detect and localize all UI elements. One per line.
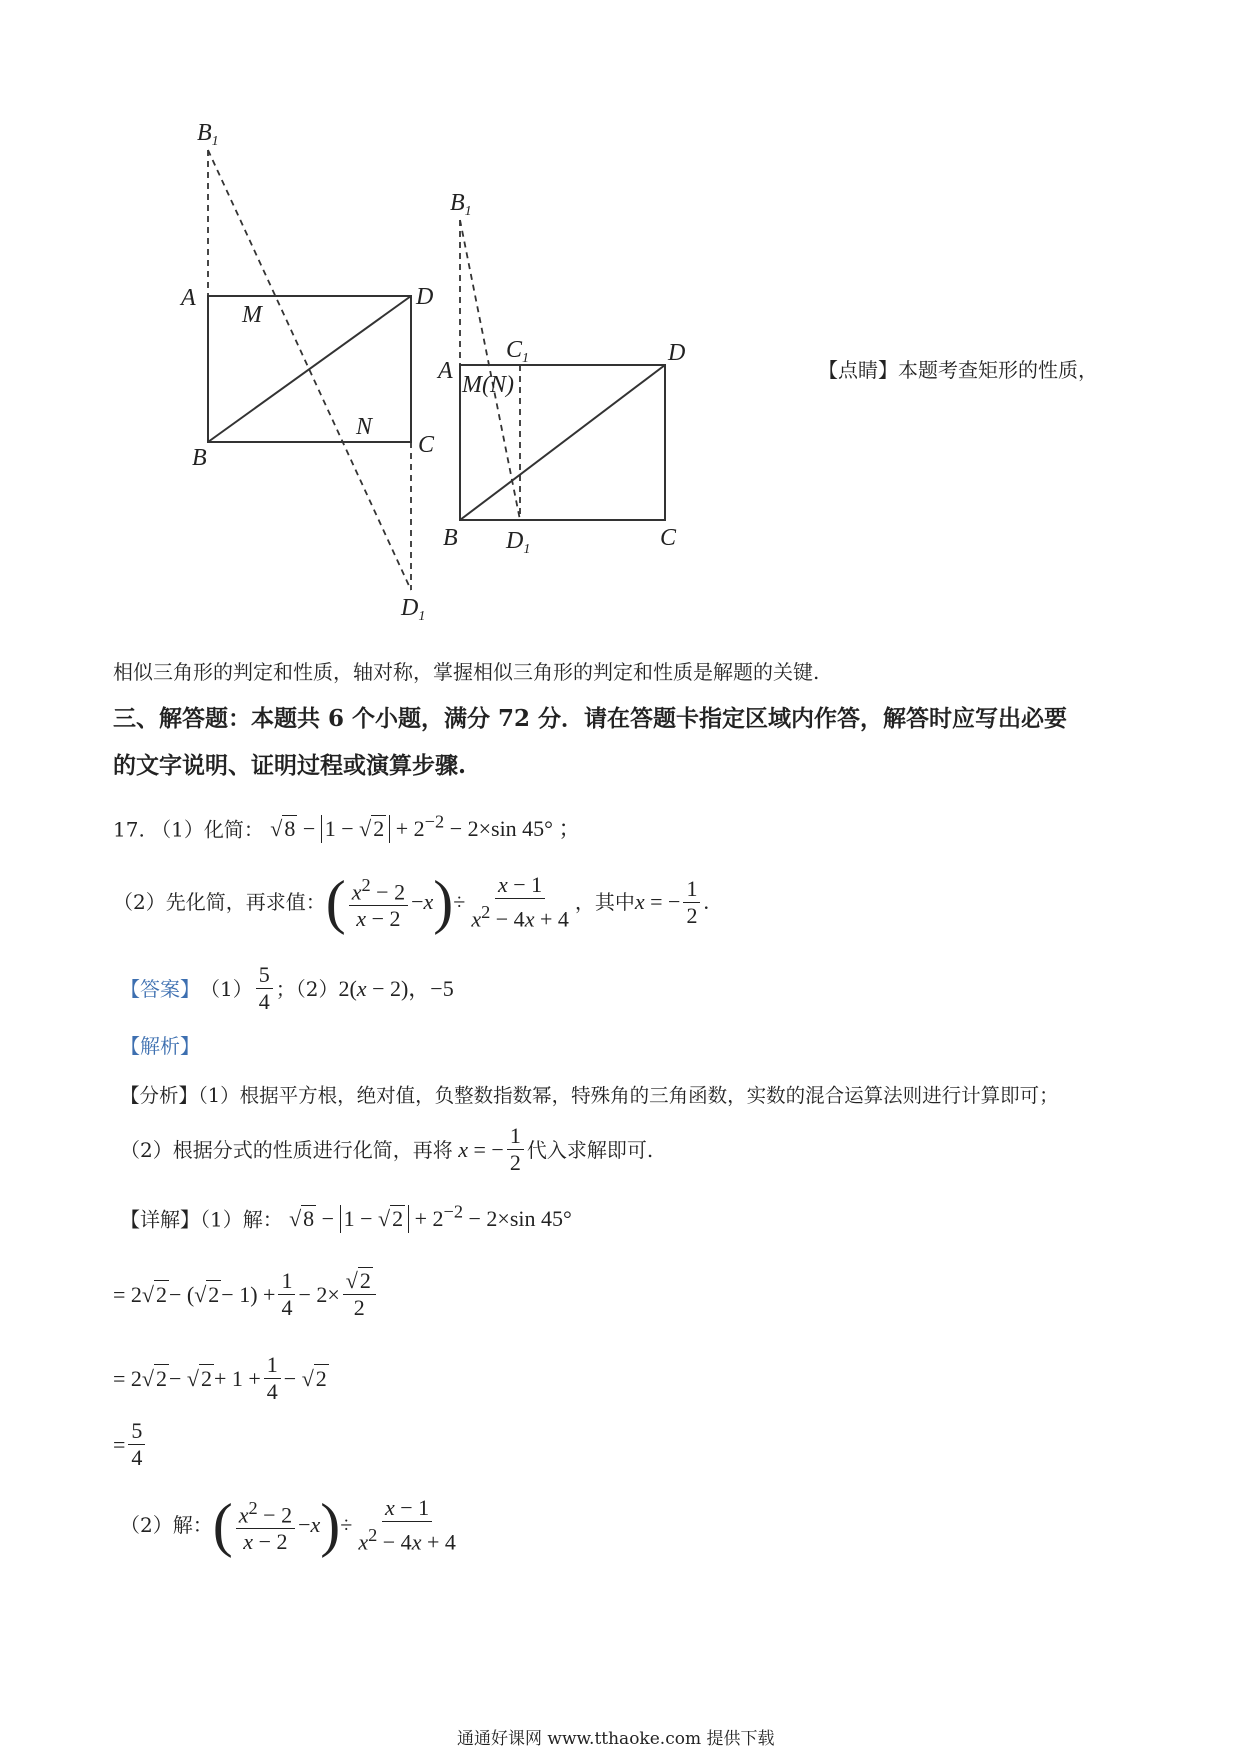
q17-part2-expression: ( $\frac{x^2 - 2}{x - 2}$ − x ) ÷ $\frac{x - 1}{x^2 - 4x + 4}$	[325, 869, 569, 936]
detail-p1: （1）解：	[200, 1207, 283, 1232]
dashed-b1d1-left	[208, 150, 411, 590]
detail-part2	[120, 1492, 462, 1559]
jiexi-label: 【解析】	[120, 1034, 200, 1058]
dianjing-text: 本题考查矩形的性质，	[898, 358, 1098, 382]
label-b-right: B	[443, 525, 458, 551]
answer-tail: ，−5	[408, 975, 454, 1001]
left-rectangle-figure	[179, 120, 435, 624]
label-n-left: N	[356, 414, 373, 440]
q17-part2-x-value: x = − $\frac{1}{2}$ .	[634, 875, 709, 928]
label-d-left: D	[416, 284, 434, 310]
detail-p1-expression: $√8 - 1 - √2 + 2^{-2} - 2\times\sin$ 45°	[289, 1202, 572, 1232]
answer-p2: ；（2）	[275, 976, 339, 1001]
dianjing-line	[818, 356, 1098, 384]
label-d1-right: $D_1$	[506, 528, 531, 557]
dianjing-continued: 相似三角形的判定和性质，轴对称，掌握相似三角形的判定和性质是解题的关键.	[113, 660, 820, 684]
detail-step2: = 2√ 2 − √ 2 + 1 + $\frac{1}{4}$ − √ 2	[113, 1352, 327, 1404]
dashed-b1d1-right	[460, 220, 520, 520]
q17-number: 17.	[113, 817, 145, 842]
answer-label: 【答案】	[120, 976, 200, 1001]
label-c-right: C	[660, 525, 677, 551]
q17-part2	[113, 869, 709, 936]
detail-p2: （2）解：	[120, 1513, 213, 1538]
q17-part1-label: （1）化简：	[151, 817, 264, 842]
answer-p2-value: 2(x − 2)	[338, 975, 409, 1001]
label-d1-left: $D_1$	[401, 595, 426, 624]
detail-step3: = $\frac{5}{4}$	[113, 1418, 148, 1471]
analysis-text2a: （2）根据分式的性质进行化简，再将	[120, 1137, 453, 1162]
analysis-line1	[120, 1082, 1059, 1110]
q17-part1	[113, 808, 580, 843]
label-mn-right: M(N)	[462, 372, 514, 398]
label-c1-right: $C_1$	[506, 337, 530, 366]
analysis-x-value: x = − $\frac{1}{2}$	[453, 1123, 527, 1176]
label-c-left: C	[418, 432, 435, 458]
analysis-label: 【分析】	[120, 1084, 199, 1107]
label-b1-left: $B_1$	[197, 120, 219, 149]
label-b-left: B	[192, 445, 207, 471]
detail-p2-expression: ( $\frac{x^2 - 2}{x - 2}$ − x ) ÷ $\frac{x - 1}{x^2 - 4x + 4}$	[212, 1492, 456, 1559]
label-a-right: A	[438, 358, 453, 384]
geometry-figure	[0, 80, 800, 640]
right-rectangle-figure	[436, 190, 685, 557]
label-a-left: A	[181, 285, 196, 311]
label-b1-right: $B_1$	[450, 190, 472, 219]
q17-part1-expression: $√8 - 1 - √2 + 2^{-2} - 2\times\sin$ 45° ；	[270, 812, 581, 842]
analysis-line2	[120, 1123, 653, 1176]
section-heading-line2: 的文字说明、证明过程或演算步骤.	[113, 752, 467, 779]
diagonal-bd-left	[208, 296, 411, 442]
answer-p1: （1）	[200, 976, 253, 1001]
q17-part2-label: （2）先化简，再求值：	[113, 890, 326, 915]
dianjing-label: 【点睛】	[818, 358, 898, 382]
answer-line	[120, 962, 454, 1015]
analysis-text2b: 代入求解即可.	[526, 1137, 654, 1162]
q17-part2-where: ，其中	[574, 890, 635, 915]
label-m-left: M	[242, 302, 262, 328]
answer-p1-value: $\frac{5}{4}$	[256, 962, 273, 1015]
detail-label: 【详解】	[120, 1207, 200, 1232]
label-d-right: D	[668, 340, 686, 366]
detail-step1: = 2√ 2 − (√ 2 − 1) + $\frac{1}{4}$ − 2× $\frac{√2}{2}$	[113, 1268, 379, 1321]
analysis-text1: （1）根据平方根，绝对值，负整数指数幂，特殊角的三角函数，实数的混合运算法则进行计算即可；	[198, 1084, 1059, 1107]
detail-line1	[120, 1198, 572, 1233]
page-footer: 通通好课网 www.tthaoke.com 提供下载	[457, 1729, 775, 1749]
section-heading-line1: 三、解答题：本题共 6 个小题，满分 72 分．请在答题卡指定区域内作答，解答时应写出必要	[113, 705, 1068, 732]
